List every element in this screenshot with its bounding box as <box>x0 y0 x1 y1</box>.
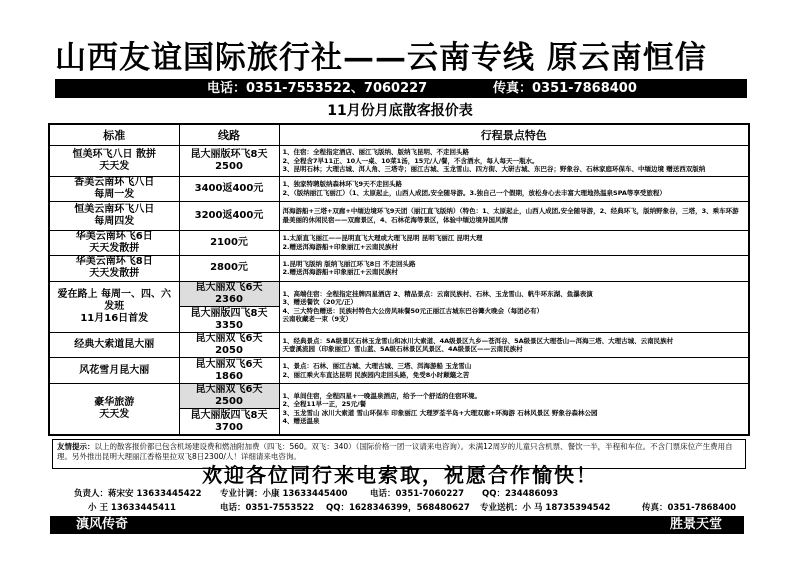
contact-wang: 小 王 13633445411 <box>88 503 176 513</box>
contact-qq: QQ：234486093 <box>482 489 559 499</box>
footer-bar <box>50 516 744 534</box>
route-price: 2100元 <box>179 230 279 256</box>
tour-name: 恒美云南环飞八日 每周四发 <box>49 202 179 231</box>
table-row <box>49 281 749 307</box>
tour-name: 爱在路上 每周一、四、六发班 11月16日首发 <box>49 281 179 332</box>
table-row <box>49 256 749 282</box>
footer-right-slogan: 胜景天堂 <box>669 517 722 532</box>
tour-name: 华美云南环飞6日 天天发散拼 <box>49 230 179 256</box>
tour-features: 洱海游船+三塔+双廊+中缅边境环飞9天团（丽江直飞版纳）（特色：1、太原起止，山西人成团,安全随导游，2、经典环飞，版纳野象谷，三塔，3、乘车环游最美丽的休闲民宿——双廊景区，4、石林花海等景区，体验中缅边境异国风情 <box>279 202 749 231</box>
route-price: 2800元 <box>179 256 279 282</box>
notice-label: 友情提示： <box>57 442 95 451</box>
phone-bar <box>55 79 747 98</box>
tour-features: 1、住宿：全程指定酒店、丽江飞版纳、版纳飞昆明、不走回头路 2、全程含7早11正、10人一桌、10菜1汤，15元/人/餐，不含酒水，每人每天一瓶水。 3、昆明石林；大理古城、洱人角、三塔寺；丽江古城、玉龙雪山、四方街、大研古城、东巴谷；野象谷、石林家庭环保车、中缅边境 赠送西双版纳 <box>279 146 749 177</box>
contact-qq-2: QQ：1628346399，568480627 <box>326 503 470 513</box>
route-price: 昆大丽双飞6天 1860 <box>179 358 279 384</box>
footer-left-slogan: 滇风传奇 <box>76 517 129 532</box>
agency-title: 山西友谊国际旅行社——云南专线 原云南恒信 <box>55 40 707 76</box>
price-table <box>48 123 750 436</box>
header-features: 行程景点特色 <box>279 124 749 146</box>
telephone: 电话：0351-7553522、7060227 <box>207 81 428 96</box>
notice-text: 以上的散客报价都已包含机场建设费和燃油附加费（四飞：560。双飞：340）（国际价格一团一议请来电咨询）。未满12周岁的儿童只含机票、餐饮一半，半程和车位。不含门票床位产生费用自理。另外推出昆明大理丽江香格里拉双飞8日2300/人！详细请来电咨询。 <box>57 442 733 461</box>
route-price: 3200返400元 <box>179 202 279 231</box>
tour-name: 恒美环飞八日 散拼 天天发 <box>49 146 179 177</box>
table-row <box>49 146 749 177</box>
table-row <box>49 358 749 384</box>
tour-name: 豪华旅游 天天发 <box>49 383 179 435</box>
contact-phone: 电话：0351-7060227 <box>370 489 465 499</box>
contact-phone-2: 电话：0351-7553522 <box>220 503 315 513</box>
tour-name: 风花雪月昆大丽 <box>49 358 179 384</box>
header-route: 线路 <box>179 124 279 146</box>
header-standard: 标准 <box>49 124 179 146</box>
tour-features: 1、独家特聘版纳森林环飞9天不走回头路 2、（版纳丽江飞丽江）（1、太原起止，山西人成团,安全随导游。3.独自己一个假期，放松身心去丰富大理地热温泉SPA等享受旅程） <box>279 176 749 202</box>
route-price: 昆大丽版四飞8天 3350 <box>179 307 279 333</box>
route-price: 昆大丽双飞6天 2050 <box>179 332 279 358</box>
route-price: 昆大丽双飞6天 2500 <box>179 383 279 409</box>
table-header-row <box>49 124 749 146</box>
contact-row-1 <box>52 488 746 501</box>
contact-fax: 传真：0351-7868400 <box>642 503 737 513</box>
fax-number: 传真：0351-7868400 <box>493 81 637 96</box>
contact-planner: 专业计调：小康 13633445400 <box>220 489 348 499</box>
tour-name: 经典大索道昆大丽 <box>49 332 179 358</box>
route-price: 3400返400元 <box>179 176 279 202</box>
tour-features: 1、单间住宿，全程四星+一晚温泉酒店，给予一个舒适的住宿环境。 2、全程11早一正，25元/餐 3、玉龙雪山 冰川大索道 雪山环保车 印象丽江 大理罗荃半岛+大理双廊+环海游 石林风景区 野象谷森林公园 4、赠送温泉 <box>279 383 749 435</box>
table-row <box>49 230 749 256</box>
tour-features: 1.昆明飞版纳 版纳飞丽江环飞8日 不走回头路 2.赠送洱海游船+印象丽江+云南民族村 <box>279 256 749 282</box>
table-row <box>49 202 749 231</box>
price-table-title: 11月份月底散客报价表 <box>327 103 473 119</box>
tour-features: 1、景点：石林、丽江古城、大理古城、三塔、洱海游船 玉龙雪山 2、丽江乘火车直达昆明 民族园内走回头路，免受8小时颠簸之苦 <box>279 358 749 384</box>
route-price: 昆大丽双飞6天 2360 <box>179 281 279 307</box>
tour-name: 香美云南环飞八日 每周一发 <box>49 176 179 202</box>
table-row <box>49 176 749 202</box>
route-price: 昆大丽版四飞8天 3700 <box>179 409 279 435</box>
tour-features: 1、经典景点：5A级景区石林玉龙雪山和冰川大索道、4A级景区九乡—苍洱谷、5A级景区大理苍山—洱海三塔、大理古城、云南民族村 天壹溪流园（印象丽江）雪山蓝、5A级石林景区风景区、4A级景区——云南民族村 <box>279 332 749 358</box>
contact-airport: 专业送机：小 马 18735394542 <box>480 503 611 513</box>
tour-features: 1、高端住宿：全程指定挂牌四星酒店 2、精品景点：云南民族村、石林、玉龙雪山、帆牛环东湖、鱼瀑表演 3、赠送餐饮（20元/正） 4、三大特色赠送：民族村特色大公房风味餐50元正丽江古城东巴谷篝火晚会（每团必有） 云南收藏老一束（9支） <box>279 281 749 332</box>
tour-features: 1.太原直飞丽江——昆明直飞大理或大理飞昆明 昆明飞丽江 昆明大理 2.赠送洱海游船+印象丽江+云南民族村 <box>279 230 749 256</box>
tour-name: 华美云南环飞8日 天天发散拼 <box>49 256 179 282</box>
contact-row-2 <box>52 502 746 515</box>
table-row <box>49 332 749 358</box>
table-row <box>49 383 749 409</box>
route-price: 昆大丽版环飞8天 2500 <box>179 146 279 177</box>
welcome-slogan: 欢迎各位同行来电索取，祝愿合作愉快！ <box>202 463 598 487</box>
contact-manager: 负责人：蒋宋安 13633445422 <box>74 489 202 499</box>
